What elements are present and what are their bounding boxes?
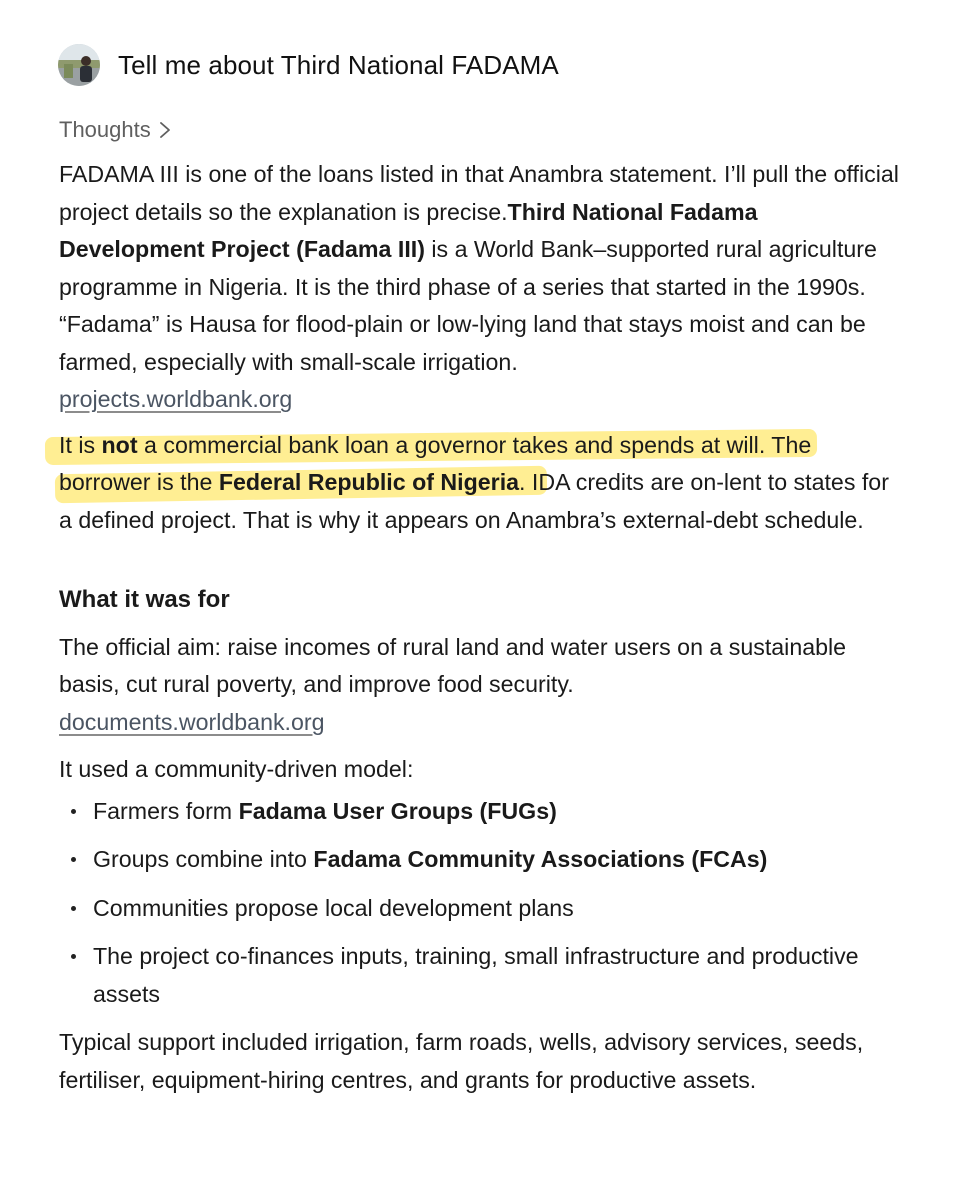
bullet-text: Communities propose local development plans	[93, 894, 574, 921]
not-bold: not	[101, 431, 138, 458]
user-query-text: Tell me about Third National FADAMA	[118, 49, 559, 80]
typical-support-paragraph: Typical support included irrigation, farm roads, wells, advisory services, seeds, fertiliser, equipment-hiring centres, and grants for productive assets.	[59, 1029, 864, 1093]
project-name-bold: Third National Fadama Development Project (Fadama III)	[59, 198, 758, 262]
intro-paragraph	[59, 156, 899, 419]
list-item	[59, 841, 899, 879]
bullet-dot-icon	[71, 954, 76, 959]
source-link-documents[interactable]: documents.worldbank.org	[59, 708, 325, 735]
borrower-text-2: a commercial bank loan a governor takes and spends at will. The borrower is the	[59, 431, 812, 495]
list-item	[59, 890, 899, 928]
borrower-bold: Federal Republic of Nigeria	[218, 469, 520, 495]
user-query-row	[58, 44, 559, 86]
assistant-response	[59, 156, 899, 1099]
model-bullet-list	[59, 793, 899, 1014]
list-item	[59, 793, 899, 831]
intro-text-cont: is a World Bank–supported rural agriculture programme in Nigeria. It is the third phase of a series that started in the 1990s. “Fadama” is Hausa for flood-plain or low-lying land that stays moist and can be farmed, especially with small-scale irrigation.	[59, 236, 877, 375]
chevron-right-icon	[159, 121, 171, 139]
source-link-projects[interactable]: projects.worldbank.org	[59, 386, 293, 412]
bullet-text: Groups combine into	[93, 846, 314, 872]
borrower-text-3: . IDA credits are on-lent to states for a defined project. That is why it appears on Anambra’s external-debt schedule.	[59, 469, 889, 533]
bullet-dot-icon	[71, 809, 76, 814]
borrower-paragraph	[59, 427, 899, 540]
thoughts-toggle[interactable]	[59, 117, 171, 143]
avatar-photo-icon	[58, 44, 100, 86]
section-heading: What it was for	[59, 586, 230, 613]
list-item	[59, 938, 899, 1013]
model-intro: It used a community-driven model:	[59, 756, 414, 782]
bullet-dot-icon	[71, 857, 76, 862]
avatar[interactable]	[58, 44, 100, 86]
intro-text: FADAMA III is one of the loans listed in that Anambra statement. I’ll pull the official project details so the explanation is precise.	[59, 161, 899, 225]
bullet-dot-icon	[71, 906, 76, 911]
bullet-text: Farmers form	[93, 797, 239, 824]
bullet-text: The project co-finances inputs, training, small infrastructure and productive assets	[93, 943, 859, 1007]
bullet-bold: Fadama User Groups (FUGs)	[238, 797, 557, 824]
aim-paragraph	[59, 629, 899, 742]
thoughts-label: Thoughts	[59, 117, 151, 142]
aim-text: The official aim: raise incomes of rural land and water users on a sustainable basis, cut rural poverty, and improve food security.	[59, 633, 847, 697]
borrower-text-1: It is	[59, 431, 102, 458]
bullet-bold: Fadama Community Associations (FCAs)	[313, 846, 768, 872]
